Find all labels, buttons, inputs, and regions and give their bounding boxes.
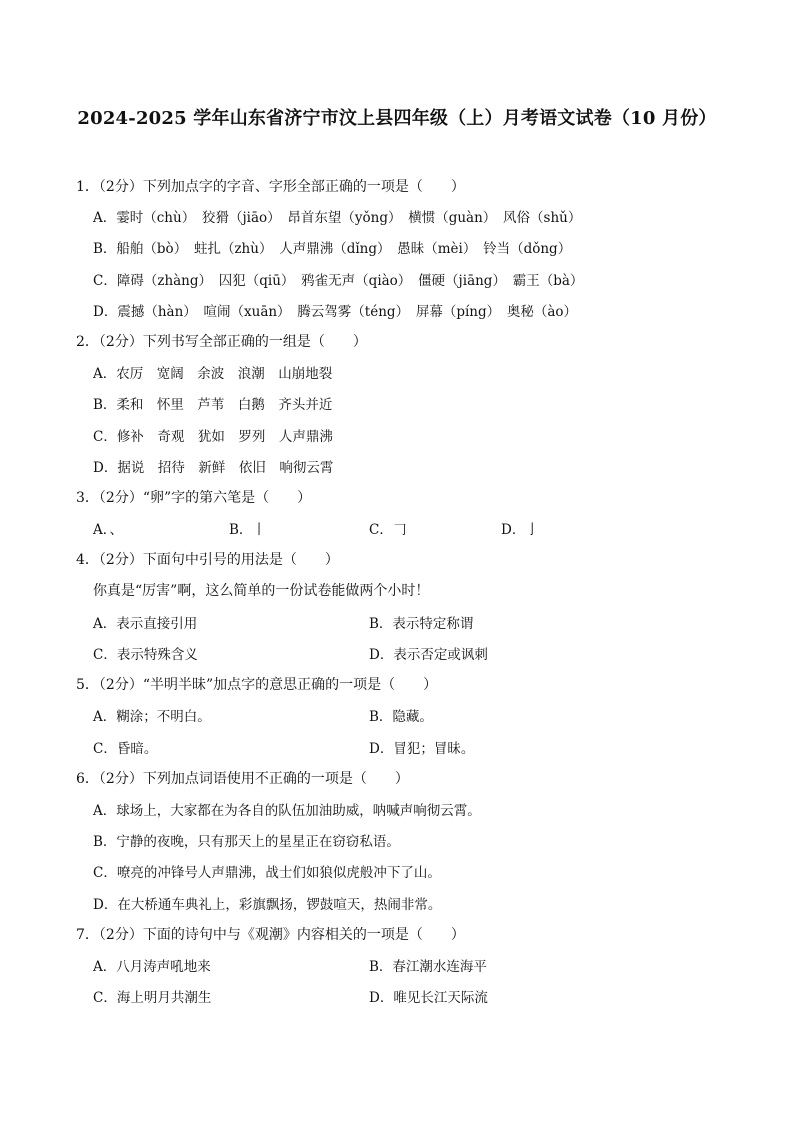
question-5-stem: 5．（2分）“半明半昧”加点字的意思正确的一项是（ ） xyxy=(76,677,438,693)
question-7-stem: 7．（2分）下面的诗句中与《观潮》内容相关的一项是（ ） xyxy=(76,927,465,943)
question-3-stem: 3．（2分）“卵”字的第六笔是（ ） xyxy=(76,490,312,506)
question-5-option-b: B．隐藏。 xyxy=(369,709,433,725)
question-2-option-d: D．据说 招待 新鲜 依旧 响彻云霄 xyxy=(93,460,334,476)
question-1-option-a: A．霎时（chù） 狡猾（jiāo） 昂首东望（yǒng） 横惯（guàn） 风俗（shǔ） xyxy=(93,210,582,226)
question-3-option-d: D．亅 xyxy=(501,522,539,538)
question-6-option-a: A．球场上，大家都在为各自的队伍加油助威，呐喊声响彻云霄。 xyxy=(93,803,481,819)
question-1-option-d: D．震撼（hàn） 喧闹（xuān） 腾云驾雾（téng） 屏幕（píng） 奥秘（ào） xyxy=(93,304,578,320)
question-6-option-d: D．在大桥通车典礼上，彩旗飘扬，锣鼓喧天，热闹非常。 xyxy=(93,897,442,913)
question-6-option-c: C．嘹亮的冲锋号人声鼎沸，战士们如狼似虎般冲下了山。 xyxy=(93,865,441,881)
question-6-stem: 6．（2分）下列加点词语使用不正确的一项是（ ） xyxy=(76,771,409,787)
question-3-option-c: C．𠃌 xyxy=(369,522,407,538)
question-4-sentence: 你真是“厉害”啊，这么简单的一份试卷能做两个小时！ xyxy=(93,583,430,599)
question-4-option-a: A．表示直接引用 xyxy=(93,616,198,632)
question-3-option-a: A．、 xyxy=(93,522,123,538)
question-2-option-c: C．修补 奇观 犹如 罗列 人声鼎沸 xyxy=(93,429,333,445)
question-2-option-a: A．农厉 宽阔 余波 浪潮 山崩地裂 xyxy=(93,366,333,382)
question-4-option-b: B．表示特定称谓 xyxy=(369,616,474,632)
question-4-option-c: C．表示特殊含义 xyxy=(93,647,198,663)
question-7-option-a: A．八月涛声吼地来 xyxy=(93,959,211,975)
question-7-option-d: D．唯见长江天际流 xyxy=(369,990,488,1006)
question-5-option-c: C．昏暗。 xyxy=(93,741,158,757)
exam-title: 2024-2025 学年山东省济宁市汶上县四年级（上）月考语文试卷（10 月份） xyxy=(77,108,717,129)
question-4-stem: 4．（2分）下面句中引号的用法是（ ） xyxy=(76,552,339,568)
question-1-option-c: C．障碍（zhàng） 囚犯（qiū） 鸦雀无声（qiào） 僵硬（jiāng） 霸王（bà） xyxy=(93,273,584,289)
question-3-option-b: B．丨 xyxy=(229,522,266,538)
question-5-option-a: A．糊涂；不明白。 xyxy=(93,709,211,725)
question-6-option-b: B．宁静的夜晚，只有那天上的星星正在窃窃私语。 xyxy=(93,834,400,850)
question-2-stem: 2．（2分）下列书写全部正确的一组是（ ） xyxy=(76,334,367,350)
question-7-option-b: B．春江潮水连海平 xyxy=(369,959,487,975)
question-4-option-d: D．表示否定或讽刺 xyxy=(369,647,488,663)
question-5-option-d: D．冒犯；冒昧。 xyxy=(369,741,475,757)
question-7-option-c: C．海上明月共潮生 xyxy=(93,990,212,1006)
question-1-option-b: B．船舶（bò） 蛀扎（zhù） 人声鼎沸（dǐng） 愚昧（mèi） 铃当（dǒng） xyxy=(93,241,572,257)
question-1-stem: 1．（2分）下列加点字的字音、字形全部正确的一项是（ ） xyxy=(76,179,465,195)
question-2-option-b: B．柔和 怀里 芦苇 白鹅 齐头并近 xyxy=(93,397,333,413)
